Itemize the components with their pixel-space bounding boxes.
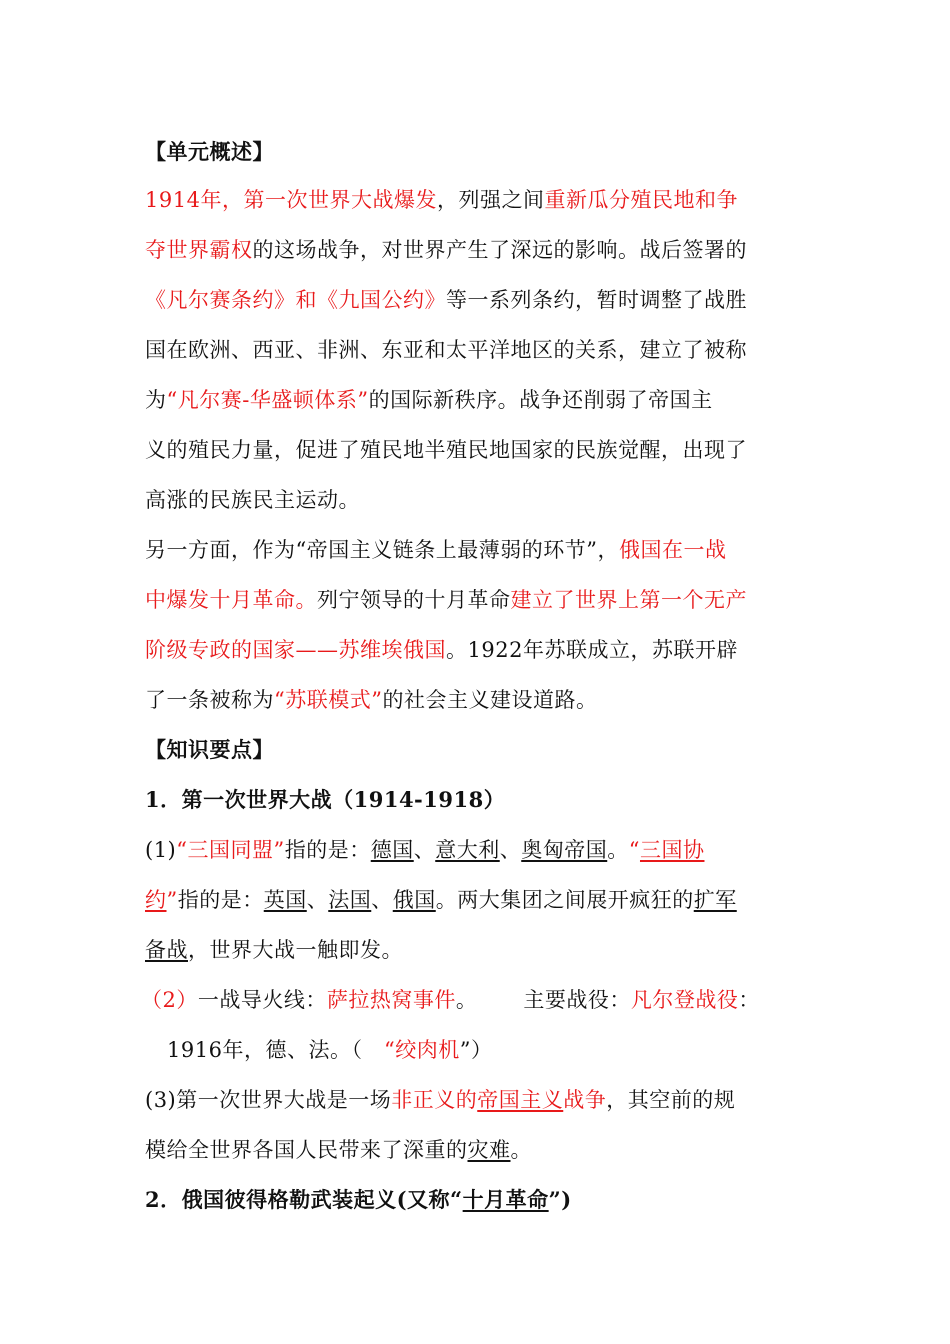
- text: ”): [548, 1187, 572, 1212]
- text: ，其空前的规: [606, 1088, 736, 1112]
- overview-line-1: [145, 185, 738, 215]
- red-text: “凡尔赛-华盛顿体系”: [166, 388, 369, 412]
- underlined-text: 灾难: [467, 1138, 511, 1162]
- red-text: “三国同盟”: [176, 838, 285, 862]
- underlined-text: 意大利: [435, 838, 500, 862]
- red-text: ”: [166, 888, 178, 912]
- red-text: 战争: [563, 1088, 607, 1112]
- overview-heading: 【单元概述】: [145, 139, 274, 164]
- text: 为: [145, 388, 167, 412]
- red-underlined-text: 约: [145, 888, 167, 912]
- overview-line-8: [145, 535, 726, 565]
- underlined-text: 俄国: [392, 888, 436, 912]
- underlined-text: 奥匈帝国: [521, 838, 608, 862]
- red-text: 非正义的: [391, 1088, 478, 1112]
- text: 的社会主义建设道路。: [382, 688, 598, 712]
- underlined-text: 扩军: [693, 888, 737, 912]
- text: 2．俄国彼得格勒武装起义(又称“: [145, 1187, 463, 1212]
- text: 1916年，德、法。（: [167, 1038, 384, 1062]
- text: (3)第一次世界大战是一场: [145, 1088, 392, 1112]
- text: 模给全世界各国人民带来了深重的: [145, 1138, 468, 1162]
- red-text: 俄国在一战: [618, 538, 727, 562]
- text: 、: [413, 838, 436, 862]
- text: 、: [499, 838, 522, 862]
- s1-p1-line-2: [145, 885, 737, 915]
- text: 、: [371, 888, 393, 912]
- red-text: “: [628, 838, 640, 862]
- text: 的这场战争，对世界产生了深远的影响。战后签署的: [252, 238, 747, 262]
- s1-p2-line-1: [141, 985, 760, 1015]
- overview-line-9: [145, 585, 747, 615]
- section-1-title: 1．第一次世界大战（1914-1918）: [145, 787, 506, 812]
- text: ”）: [459, 1038, 493, 1062]
- s1-p1-line-3: [145, 935, 403, 965]
- overview-line-2: [145, 235, 747, 265]
- red-text: 《凡尔赛条约》和《九国公约》: [145, 288, 446, 312]
- overview-line-3: [145, 285, 747, 315]
- overview-line-6: [145, 435, 747, 465]
- text: 指的是：: [177, 888, 264, 912]
- s1-p3-line-2: [145, 1135, 532, 1165]
- overview-line-7: [145, 485, 360, 515]
- s1-p3-line-1: [145, 1085, 735, 1115]
- text: 。: [607, 838, 629, 862]
- section-2-title: [145, 1185, 572, 1215]
- red-text: 萨拉热窝事件: [326, 988, 456, 1012]
- underlined-text: 法国: [328, 888, 372, 912]
- text: 指的是：: [284, 838, 371, 862]
- red-text: 阶级专政的国家——苏维埃俄国: [145, 638, 446, 662]
- text: 、: [306, 888, 329, 912]
- text: 主要战役：: [523, 988, 631, 1012]
- red-text: 建立了世界上第一个无产: [510, 588, 747, 612]
- text: (1): [145, 838, 177, 862]
- underlined-text: 备战: [145, 938, 188, 962]
- text: 。两大集团之间展开疯狂的: [435, 888, 694, 912]
- text: 另一方面，作为“帝国主义链条上最薄弱的环节”，: [145, 538, 619, 562]
- text: 了一条被称为: [145, 688, 274, 712]
- text: 。: [455, 988, 478, 1012]
- text: 。: [510, 1138, 532, 1162]
- text: 义的殖民力量，促进了殖民地半殖民地国家的民族觉醒，出现了: [145, 438, 747, 462]
- text: 列宁领导的十月革命: [317, 588, 511, 612]
- red-text: 重新瓜分殖民地和争: [544, 188, 738, 212]
- red-text: 凡尔登战役: [630, 988, 739, 1012]
- keypoints-heading: 【知识要点】: [145, 737, 274, 762]
- red-underlined-text: 帝国主义: [477, 1088, 564, 1112]
- red-underlined-text: 三国协: [639, 838, 705, 862]
- text: 的国际新秩序。战争还削弱了帝国主: [368, 388, 713, 412]
- red-text: 夺世界霸权: [145, 238, 253, 262]
- red-text: “绞肉机: [383, 1038, 460, 1062]
- overview-line-11: [145, 685, 597, 715]
- red-text: 1914年，第一次世界大战爆发: [145, 188, 437, 212]
- s1-p2-line-2: [167, 1035, 492, 1065]
- red-text: 中爆发十月革命。: [145, 588, 317, 612]
- text: 一战导火线：: [197, 988, 327, 1012]
- text: 高涨的民族民主运动。: [145, 488, 360, 512]
- text: 。1922年苏联成立，苏联开辟: [446, 638, 738, 662]
- red-text: （2）: [141, 988, 198, 1012]
- text: 国在欧洲、西亚、非洲、东亚和太平洋地区的关系，建立了被称: [145, 338, 747, 362]
- overview-line-4: [145, 335, 747, 365]
- text: 等一系列条约，暂时调整了战胜: [446, 288, 747, 312]
- s1-p1-line-1: [145, 835, 704, 865]
- red-text: “苏联模式”: [274, 688, 383, 712]
- underlined-text: 十月革命: [462, 1187, 549, 1212]
- text: ：: [738, 988, 760, 1012]
- overview-line-10: [145, 635, 738, 665]
- underlined-text: 英国: [263, 888, 307, 912]
- underlined-text: 德国: [370, 838, 414, 862]
- text: ，列强之间: [436, 188, 545, 212]
- overview-line-5: [145, 385, 713, 415]
- text: ，世界大战一触即发。: [188, 938, 403, 962]
